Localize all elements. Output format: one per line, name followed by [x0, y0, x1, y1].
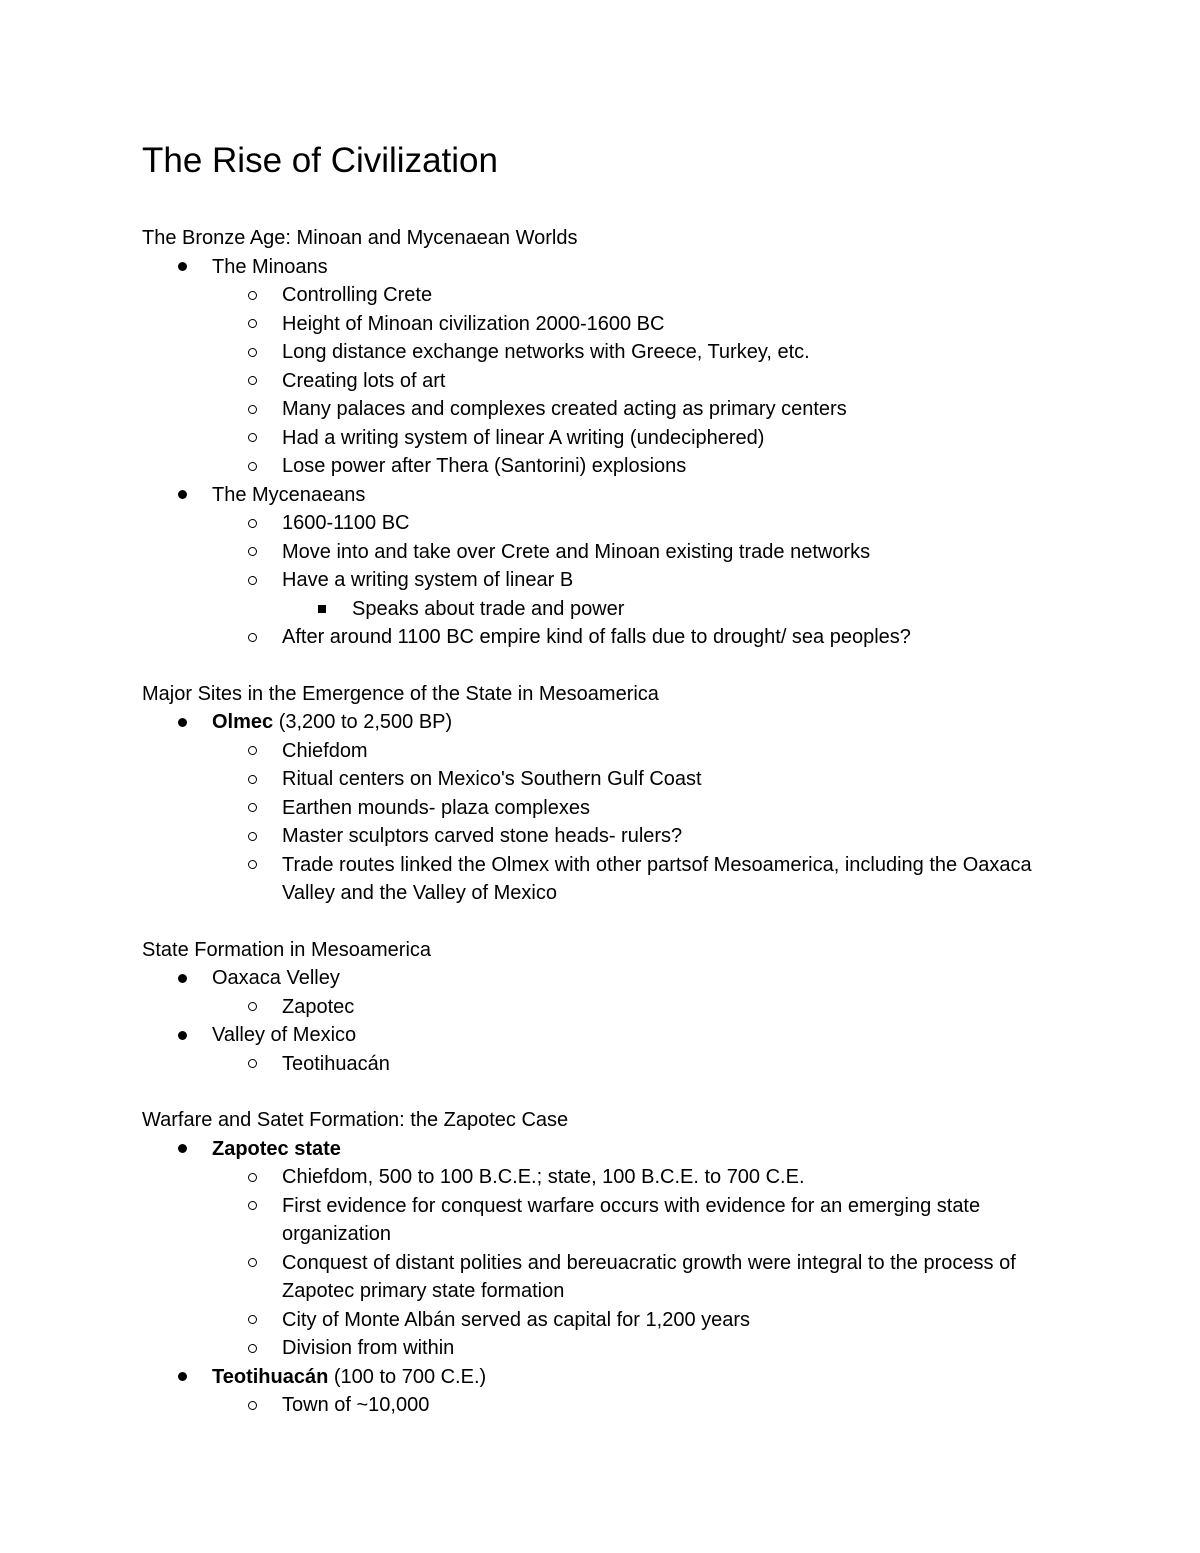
bullet-list-level-2	[142, 281, 1082, 481]
list-item-text	[282, 566, 1082, 595]
bullet-circle-icon	[248, 367, 257, 396]
list-item-label: Move into and take over Crete and Minoan existing trade networks	[282, 540, 871, 563]
list-item	[142, 851, 1082, 908]
page-title: The Rise of Civilization	[142, 141, 498, 180]
bullet-dot-icon	[178, 1021, 187, 1050]
list-item-text	[212, 964, 1082, 993]
list-item-label: 1600-1100 BC	[282, 512, 410, 534]
list-item-text	[282, 338, 1082, 367]
list-item-text	[282, 765, 1082, 794]
list-item	[142, 1306, 1082, 1335]
bullet-circle-icon	[248, 1163, 257, 1192]
bullet-dot-icon	[178, 481, 187, 510]
bullet-circle-icon	[248, 822, 257, 851]
list-item	[142, 538, 1082, 567]
list-item	[142, 1163, 1082, 1192]
bullet-dot-icon	[178, 1363, 187, 1392]
list-item-text	[282, 1391, 1082, 1420]
bullet-circle-icon	[248, 851, 257, 880]
outline-section	[142, 680, 1082, 908]
list-item	[142, 481, 1082, 510]
document-body	[142, 224, 1082, 1420]
section-heading: Warfare and Satet Formation: the Zapotec Case	[142, 1109, 569, 1131]
bullet-list-level-2	[142, 1050, 1082, 1079]
list-item	[142, 595, 1082, 624]
list-item-label: Have a writing system of linear B	[282, 569, 574, 591]
list-item	[142, 395, 1082, 424]
list-item	[142, 253, 1082, 282]
bullet-list-level-1	[142, 253, 1082, 652]
bullet-circle-icon	[248, 566, 257, 595]
list-item-label: The Mycenaeans	[212, 483, 366, 506]
list-item-text	[212, 1021, 1082, 1050]
list-item	[142, 623, 1082, 652]
list-item	[142, 566, 1082, 595]
bullet-circle-icon	[248, 993, 257, 1022]
list-item-label: Zapotec	[282, 995, 355, 1018]
bullet-circle-icon	[248, 310, 257, 339]
list-item-label: The Minoans	[212, 255, 328, 278]
list-item	[142, 765, 1082, 794]
list-item-text	[282, 1192, 1082, 1249]
list-item-text	[282, 822, 1082, 851]
nested-list-wrapper	[142, 509, 1082, 652]
list-item	[142, 424, 1082, 453]
list-item	[142, 1334, 1082, 1363]
section-heading: Major Sites in the Emergence of the State in Mesoamerica	[142, 682, 659, 705]
outline-section	[142, 224, 1082, 652]
list-item-text	[282, 281, 1082, 310]
list-item-label: City of Monte Albán served as capital for 1,200 years	[282, 1308, 751, 1331]
list-item-label: Had a writing system of linear A writing (undeciphered)	[282, 426, 765, 449]
bullet-circle-icon	[248, 794, 257, 823]
list-item-text	[282, 623, 1082, 652]
bullet-circle-icon	[248, 1334, 257, 1363]
list-item-text	[282, 1163, 1082, 1192]
bullet-circle-icon	[248, 737, 257, 766]
list-item-label: Chiefdom, 500 to 100 B.C.E.; state, 100 B.C.E. to 700 C.E.	[282, 1166, 805, 1188]
nested-list-wrapper	[142, 1391, 1082, 1420]
bullet-list-level-2	[142, 993, 1082, 1022]
list-item	[142, 708, 1082, 737]
list-item-text	[282, 794, 1082, 823]
list-item-label: Town of ~10,000	[282, 1394, 430, 1416]
bullet-circle-icon	[248, 765, 257, 794]
bullet-circle-icon	[248, 1306, 257, 1335]
list-item-text	[212, 708, 1082, 737]
list-item	[142, 794, 1082, 823]
list-item	[142, 338, 1082, 367]
list-item	[142, 1249, 1082, 1306]
list-item-text	[282, 538, 1082, 567]
list-item-bold-label: Zapotec state	[212, 1137, 341, 1160]
list-item	[142, 367, 1082, 396]
bullet-circle-icon	[248, 452, 257, 481]
list-item-label: Speaks about trade and power	[352, 597, 625, 620]
list-item-label: Teotihuacán	[282, 1052, 390, 1075]
list-item-label: Chiefdom	[282, 739, 368, 762]
bullet-circle-icon	[248, 1050, 257, 1079]
bullet-dot-icon	[178, 253, 187, 282]
bullet-list-level-1	[142, 708, 1082, 908]
list-item-text	[282, 509, 1082, 538]
list-item-label: (3,200 to 2,500 BP)	[273, 711, 453, 733]
bullet-list-level-1	[142, 1135, 1082, 1420]
list-item-label: Many palaces and complexes created acting as primary centers	[282, 398, 847, 420]
list-item-label: Trade routes linked the Olmex with other partsof Mesoamerica, including the Oaxaca Valley and the Valley of Mexico	[282, 853, 1032, 904]
list-item-label: First evidence for conquest warfare occurs with evidence for an emerging state organization	[282, 1194, 981, 1245]
bullet-circle-icon	[248, 538, 257, 567]
list-item-label: Ritual centers on Mexico's Southern Gulf Coast	[282, 768, 702, 790]
bullet-list-level-2	[142, 1391, 1082, 1420]
list-item-text	[212, 253, 1082, 282]
list-item-text	[212, 481, 1082, 510]
list-item-label: Earthen mounds- plaza complexes	[282, 796, 590, 819]
bullet-circle-icon	[248, 395, 257, 424]
list-item-text	[282, 851, 1082, 908]
list-item-label: Division from within	[282, 1337, 455, 1359]
bullet-circle-icon	[248, 424, 257, 453]
list-item-text	[282, 1050, 1082, 1079]
list-item-text	[282, 367, 1082, 396]
list-item-label: Height of Minoan civilization 2000-1600 BC	[282, 312, 665, 335]
list-item	[142, 1021, 1082, 1050]
list-item	[142, 509, 1082, 538]
nested-list-wrapper	[142, 595, 1082, 624]
list-item	[142, 822, 1082, 851]
list-item	[142, 737, 1082, 766]
bullet-circle-icon	[248, 623, 257, 652]
bullet-dot-icon	[178, 708, 187, 737]
bullet-list-level-3	[142, 595, 1082, 624]
list-item-text	[282, 310, 1082, 339]
list-item	[142, 1363, 1082, 1392]
bullet-circle-icon	[248, 1391, 257, 1420]
list-item-label: Conquest of distant polities and bereuacratic growth were integral to the process of Zapotec primary state formation	[282, 1251, 1016, 1302]
bullet-list-level-1	[142, 964, 1082, 1078]
list-item-bold-label: Teotihuacán	[212, 1365, 329, 1388]
list-item-text	[282, 1249, 1082, 1306]
bullet-circle-icon	[248, 509, 257, 538]
list-item-text	[282, 1306, 1082, 1335]
list-item-text	[282, 424, 1082, 453]
list-item-label: Long distance exchange networks with Greece, Turkey, etc.	[282, 341, 810, 363]
nested-list-wrapper	[142, 1163, 1082, 1363]
nested-list-wrapper	[142, 1050, 1082, 1079]
list-item	[142, 281, 1082, 310]
list-item-text	[282, 737, 1082, 766]
bullet-circle-icon	[248, 1192, 257, 1221]
list-item	[142, 1391, 1082, 1420]
list-item-text	[212, 1135, 1082, 1164]
list-item-label: Controlling Crete	[282, 284, 433, 306]
list-item	[142, 1050, 1082, 1079]
list-item-label: Creating lots of art	[282, 369, 446, 392]
bullet-circle-icon	[248, 338, 257, 367]
bullet-dot-icon	[178, 1135, 187, 1164]
list-item-text	[282, 395, 1082, 424]
list-item-text	[282, 1334, 1082, 1363]
section-heading: State Formation in Mesoamerica	[142, 938, 432, 961]
list-item-label: Valley of Mexico	[212, 1024, 357, 1046]
list-item-label: Oaxaca Velley	[212, 967, 340, 989]
list-item	[142, 310, 1082, 339]
bullet-square-icon	[318, 595, 326, 624]
nested-list-wrapper	[142, 993, 1082, 1022]
list-item-text	[352, 595, 1082, 624]
bullet-list-level-2	[142, 737, 1082, 908]
list-item	[142, 1135, 1082, 1164]
document-page	[142, 138, 1082, 1420]
bullet-list-level-2	[142, 1163, 1082, 1363]
list-item-text	[282, 993, 1082, 1022]
list-item	[142, 964, 1082, 993]
list-item-label: Lose power after Thera (Santorini) explosions	[282, 455, 687, 477]
list-item-label: (100 to 700 C.E.)	[328, 1365, 487, 1388]
nested-list-wrapper	[142, 281, 1082, 481]
list-item	[142, 1192, 1082, 1249]
outline-section	[142, 936, 1082, 1079]
list-item-label: Master sculptors carved stone heads- rulers?	[282, 825, 683, 847]
list-item-text	[212, 1363, 1082, 1392]
list-item-bold-label: Olmec	[212, 711, 274, 733]
bullet-circle-icon	[248, 1249, 257, 1278]
bullet-dot-icon	[178, 964, 187, 993]
list-item	[142, 452, 1082, 481]
list-item-text	[282, 452, 1082, 481]
bullet-circle-icon	[248, 281, 257, 310]
outline-section	[142, 1106, 1082, 1420]
list-item	[142, 993, 1082, 1022]
section-heading: The Bronze Age: Minoan and Mycenaean Worlds	[142, 227, 578, 249]
nested-list-wrapper	[142, 737, 1082, 908]
list-item-label: After around 1100 BC empire kind of falls due to drought/ sea peoples?	[282, 626, 911, 648]
bullet-list-level-2	[142, 509, 1082, 652]
